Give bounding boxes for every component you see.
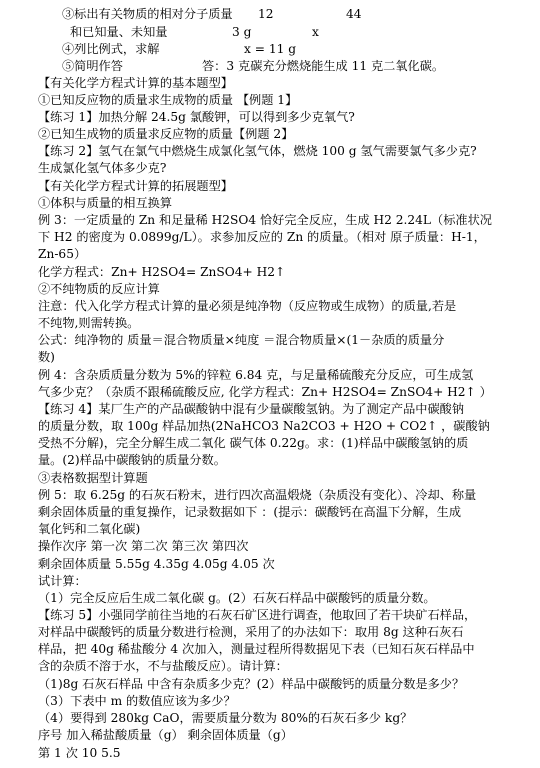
type-1-heading: ①已知反应物的质量求生成物的质量 【例题 1】 — [38, 93, 298, 107]
step-3-sub: 和已知量、未知量 — [70, 25, 168, 39]
try-calc-label: 试计算： — [38, 574, 87, 588]
exercise-5-q4: （4）要得到 280kg CaO，需要质量分数为 80%的石灰石多少 kg？ — [38, 711, 413, 725]
mr-value-c: 12 — [258, 7, 274, 21]
topic-impure: ②不纯物质的反应计算 — [38, 282, 160, 296]
formula-line-2: 数) — [38, 350, 55, 364]
section-basic-heading: 【有关化学方程式计算的基本题型】 — [38, 76, 233, 90]
equation-zn: 化学方程式：Zn+ H2SO4= ZnSO4+ H2↑ — [38, 265, 286, 279]
table-2-row-1: 第 1 次 10 5.5 — [38, 746, 121, 760]
step-4-label: ④列比例式，求解 — [62, 42, 160, 56]
question-1-2: （1）完全反应后生成二氧化碳 g。(2）石灰石样品中碳酸钙的质量分数。 — [38, 591, 436, 605]
example-3-line-1: 例 3：一定质量的 Zn 和足量稀 H2SO4 恰好完全反应，生成 H2 2.24L（标准状况 — [38, 213, 492, 227]
table-data-row: 剩余固体质量 5.55g 4.35g 4.05g 4.05 次 — [38, 557, 275, 571]
step-5-label: ⑤简明作答 — [62, 59, 123, 73]
table-header-row: 操作次序 第一次 第二次 第三次 第四次 — [38, 539, 249, 553]
known-quantity: 3 g — [232, 25, 252, 39]
answer-text: 答：3 克碳充分燃烧能生成 11 克二氧化碳。 — [202, 59, 445, 73]
example-5-line-1: 例 5：取 6.25g 的石灰石粉末，进行四次高温煅烧（杂质没有变化）、冷却、称量 — [38, 488, 477, 502]
exercise-2-line-1: 【练习 2】氢气在氯气中燃烧生成氯化氢气体，燃烧 100 g 氢气需要氯气多少克? — [38, 144, 477, 158]
topic-volume-mass: ①体积与质量的相互换算 — [38, 196, 173, 210]
mr-value-co2: 44 — [346, 7, 362, 21]
formula-line-1: 公式：纯净物的 质量＝混合物质量×纯度 ＝混合物质量×(1－杂质的质量分 — [38, 333, 445, 347]
example-3-line-2: 下 H2 的密度为 0.0899g/L）。求参加反应的 Zn 的质量。（相对 原子质量：H-1， — [38, 230, 486, 244]
example-5-line-2: 剩余固体质量的重复操作，记录数据如下 ：(提示：碳酸钙在高温下分解，生成 — [38, 505, 462, 519]
example-4-line-2: 气多少克？（杂质不跟稀硫酸反应, 化学方程式：Zn+ H2SO4= ZnSO4+ H2↑ ） — [38, 385, 492, 399]
exercise-5-line-4: 含的杂质不溶于水，不与盐酸反应）。请计算： — [38, 659, 288, 673]
solve-result: x = 11 g — [244, 42, 297, 56]
type-2-heading: ②已知生成物的质量求反应物的质量【例题 2】 — [38, 127, 294, 141]
note-line-1: 注意：代入化学方程式计算的量必须是纯净物（反应物或生成物）的质量,若是 — [38, 299, 457, 313]
exercise-5-line-1: 【练习 5】小强同学前往当地的石灰石矿区进行调查，他取回了若干块矿石样品， — [38, 608, 477, 622]
topic-table-data: ③表格数据型计算题 — [38, 471, 148, 485]
exercise-4-line-2: 的质量分数，取 100g 样品加热(2NaHCO3 Na2CO3 + H2O + CO2↑ ，碳酸钠 — [38, 419, 490, 433]
example-5-line-3: 氧化钙和二氧化碳) — [38, 522, 141, 536]
example-4-line-1: 例 4：含杂质质量分数为 5%的锌粒 6.84 克，与足量稀硫酸充分反应，可生成氢 — [38, 368, 474, 382]
exercise-2-line-2: 生成氯化氢气体多少克? — [38, 161, 167, 175]
exercise-4-line-4: 量。(2)样品中碳酸钠的质量分数。 — [38, 453, 226, 467]
section-extend-heading: 【有关化学方程式计算的拓展题型】 — [38, 179, 233, 193]
unknown-quantity: x — [312, 25, 319, 39]
exercise-1: 【练习 1】加热分解 24.5g 氯酸钾，可以得到多少克氧气? — [38, 110, 355, 124]
example-3-line-3: Zn-65） — [38, 247, 87, 261]
exercise-4-line-3: 受热不分解)，完全分解生成二氧化 碳气体 0.22g。求：(1)样品中碳酸氢钠的质 — [38, 436, 469, 450]
exercise-4-line-1: 【练习 4】某厂生产的产品碳酸钠中混有少量碳酸氢钠。为了测定产品中碳酸钠 — [38, 402, 465, 416]
exercise-5-q1-q2: （1)8g 石灰石样品 中含有杂质多少克？(2）样品中碳酸钙的质量分数是多少？ — [38, 677, 465, 691]
note-line-2: 不纯物,则需转换。 — [38, 316, 140, 330]
table-2-header: 序号 加入稀盐酸质量（g） 剩余固体质量（g） — [38, 728, 293, 742]
exercise-5-q3: （3）下表中 m 的数值应该为多少？ — [38, 694, 236, 708]
exercise-5-line-3: 样品，把 40g 稀盐酸分 4 次加入，测量过程所得数据见下表（已知石灰石样品中 — [38, 642, 475, 656]
exercise-5-line-2: 对样品中碳酸钙的质量分数进行检测，采用了的办法如下：取用 8g 这种石灰石 — [38, 625, 464, 639]
step-3-label: ③标出有关物质的相对分子质量 — [62, 7, 233, 21]
